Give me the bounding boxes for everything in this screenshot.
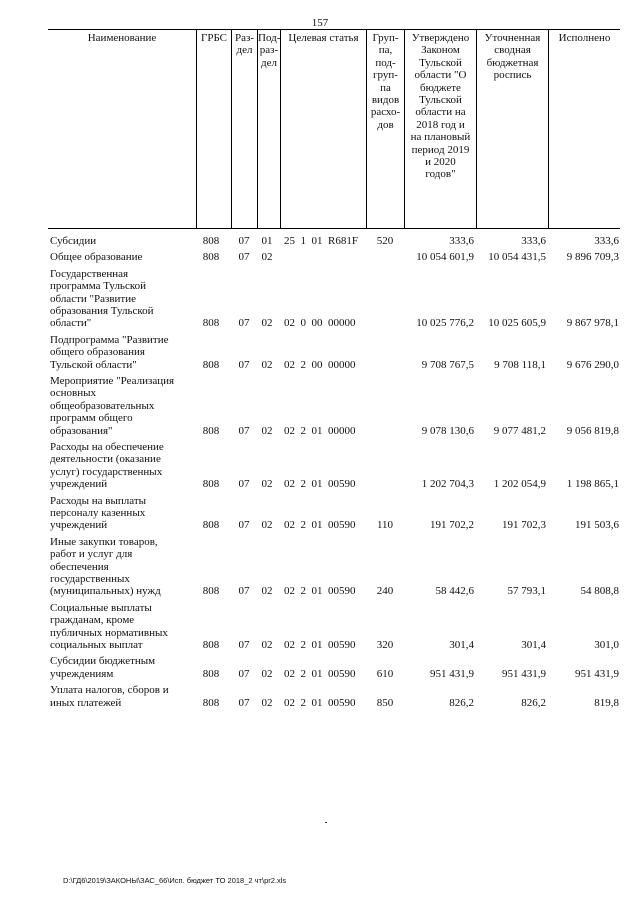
cell-podrazdel: 02 <box>261 519 273 532</box>
row-name-line: области "Развитие <box>50 292 137 305</box>
cell-executed: 9 867 978,1 <box>566 317 619 330</box>
row-name-line: Субсидии бюджетным <box>50 655 156 668</box>
row-name-line: публичных нормативных <box>50 626 168 639</box>
cell-approved: 1 202 704,3 <box>421 478 474 491</box>
row-name-line: общего образования <box>50 346 145 359</box>
row-name <box>50 251 198 263</box>
row-name-line: Мероприятие "Реализация <box>50 374 175 387</box>
cell-approved: 301,4 <box>449 638 474 651</box>
header-line: роспись <box>493 69 532 82</box>
cell-grbs: 808 <box>202 424 220 437</box>
header-line: и 2020 <box>425 156 456 169</box>
header-line: под- <box>375 56 396 69</box>
row-name-line: гражданам, кроме <box>50 614 135 627</box>
cell-target: 02 2 01 00590 <box>284 478 356 491</box>
header-line: груп- <box>373 69 398 82</box>
cell-approved: 333,6 <box>449 235 474 247</box>
row-name-line: Иные закупки товаров, <box>50 535 158 548</box>
table-row <box>48 334 620 371</box>
row-name-line: Социальные выплаты <box>50 601 152 614</box>
header-line: на плановый <box>410 131 471 144</box>
cell-refined: 9 708 118,1 <box>494 358 546 371</box>
cell-razdel: 07 <box>238 667 250 680</box>
row-name-line: Подпрограмма "Развитие <box>50 333 169 346</box>
cell-podrazdel: 01 <box>261 235 273 247</box>
header-line: годов" <box>425 168 456 181</box>
header-grbs <box>197 32 231 44</box>
cell-approved: 9 708 767,5 <box>421 358 474 371</box>
row-name-line: учреждений <box>50 478 108 491</box>
cell-refined: 951 431,9 <box>502 667 546 680</box>
row-name-line: обеспечения <box>50 560 109 573</box>
cell-target: 02 0 00 00000 <box>284 317 356 330</box>
header-line: сводная <box>494 44 531 57</box>
table-row <box>48 495 620 532</box>
cell-grbs: 808 <box>202 478 220 491</box>
cell-razdel: 07 <box>238 317 250 330</box>
cell-podrazdel: 02 <box>261 358 273 371</box>
cell-executed: 1 198 865,1 <box>566 478 619 491</box>
header-line: области на <box>415 106 466 119</box>
stray-mark <box>325 822 327 823</box>
cell-target: 25 1 01 R681F <box>284 235 358 247</box>
header-line: Целевая статья <box>288 32 359 44</box>
cell-executed: 191 503,6 <box>575 519 619 532</box>
cell-refined: 57 793,1 <box>507 585 546 598</box>
cell-podrazdel: 02 <box>261 424 273 437</box>
row-name <box>50 655 198 680</box>
cell-grbs: 808 <box>202 519 220 532</box>
table-row <box>48 375 620 437</box>
row-name <box>50 602 198 652</box>
table-row <box>48 441 620 491</box>
cell-grbs: 808 <box>202 696 220 709</box>
header-line: раз- <box>259 44 279 57</box>
cell-approved: 58 442,6 <box>435 585 474 598</box>
cell-refined: 301,4 <box>521 638 546 651</box>
table-row <box>48 251 620 263</box>
header-line: Груп- <box>372 32 399 44</box>
row-name-line: (муниципальных) нужд <box>50 585 161 598</box>
header-line: Наименование <box>87 32 157 44</box>
cell-refined: 9 077 481,2 <box>493 424 546 437</box>
table-row <box>48 602 620 652</box>
header-line: видов <box>371 94 400 107</box>
row-name-line: государственных <box>50 572 130 585</box>
cell-target: 02 2 01 00590 <box>284 638 356 651</box>
cell-podrazdel: 02 <box>261 317 273 330</box>
header-vid <box>367 32 404 131</box>
header-line: па <box>380 81 391 94</box>
row-name <box>50 235 198 247</box>
cell-executed: 9 896 709,3 <box>566 251 619 264</box>
cell-vid: 110 <box>376 519 394 532</box>
header-line: Утверждено <box>411 32 470 44</box>
cell-approved: 9 078 130,6 <box>421 424 474 437</box>
cell-approved: 10 054 601,9 <box>416 251 474 264</box>
table-row <box>48 684 620 709</box>
footer-file-path: D:\ГД6\2019\ЗАКОНЫ\ЗАС_66\Исп. бюджет ТО 2018_2 чт\pr2.xls <box>63 876 287 885</box>
cell-executed: 333,6 <box>594 235 619 247</box>
header-razdel <box>232 32 257 57</box>
header-line: ГРБС <box>200 32 228 44</box>
row-name <box>50 684 198 709</box>
row-name-line: области" <box>50 317 92 330</box>
row-name-line: социальных выплат <box>50 638 143 651</box>
header-line: бюджетная <box>486 56 539 69</box>
row-name-line: работ и услуг для <box>50 548 133 561</box>
cell-executed: 9 676 290,0 <box>566 358 619 371</box>
cell-target: 02 2 01 00590 <box>284 519 356 532</box>
row-name-line: образования Тульской <box>50 305 154 317</box>
header-line: 2018 год и <box>416 118 465 131</box>
cell-grbs: 808 <box>202 638 220 651</box>
cell-executed: 819,8 <box>594 696 619 709</box>
row-name <box>50 268 198 330</box>
row-name-line: Общее образование <box>50 251 143 264</box>
cell-vid: 610 <box>376 667 394 680</box>
row-name-line: деятельности (оказание <box>50 453 161 466</box>
row-name <box>50 375 198 437</box>
cell-executed: 301,0 <box>594 638 619 651</box>
row-name-line: Расходы на выплаты <box>50 494 147 507</box>
cell-target: 02 2 01 00590 <box>284 696 356 709</box>
cell-refined: 333,6 <box>521 235 546 247</box>
row-name-line: образования" <box>50 424 113 437</box>
header-line: дов <box>377 118 394 131</box>
row-name-line: учреждений <box>50 519 108 532</box>
header-line: период 2019 <box>411 143 470 156</box>
header-approved <box>405 32 476 181</box>
header-line: Исполнено <box>558 32 611 44</box>
cell-target: 02 2 01 00000 <box>284 424 356 437</box>
cell-approved: 10 025 776,2 <box>416 317 474 330</box>
cell-podrazdel: 02 <box>261 478 273 491</box>
row-name-line: учреждениям <box>50 667 114 680</box>
row-name <box>50 334 198 371</box>
cell-executed: 951 431,9 <box>575 667 619 680</box>
cell-razdel: 07 <box>238 585 250 598</box>
header-line: Раз- <box>234 32 254 44</box>
row-name <box>50 441 198 491</box>
cell-approved: 951 431,9 <box>430 667 474 680</box>
table-header <box>48 29 620 229</box>
header-line: области "О <box>414 69 467 82</box>
cell-grbs: 808 <box>202 585 220 598</box>
cell-razdel: 07 <box>238 424 250 437</box>
header-line: дел <box>261 56 277 69</box>
header-name <box>48 32 196 44</box>
header-refined <box>477 32 548 82</box>
header-line: расхо- <box>370 106 401 119</box>
cell-grbs: 808 <box>202 235 220 247</box>
cell-razdel: 07 <box>238 519 250 532</box>
cell-refined: 826,2 <box>521 696 546 709</box>
cell-approved: 826,2 <box>449 696 474 709</box>
header-line: Тульской <box>419 94 462 107</box>
row-name-line: Уплата налогов, сборов и <box>50 684 169 697</box>
cell-refined: 1 202 054,9 <box>493 478 546 491</box>
header-line: дел <box>236 44 253 57</box>
header-line: бюджете <box>420 81 461 94</box>
header-line: Под- <box>258 32 281 44</box>
row-name <box>50 536 198 598</box>
cell-vid: 520 <box>376 235 394 247</box>
cell-executed: 54 808,8 <box>580 585 619 598</box>
row-name-line: программа Тульской <box>50 280 147 293</box>
cell-razdel: 07 <box>238 235 250 247</box>
row-name-line: Государственная <box>50 267 129 280</box>
cell-podrazdel: 02 <box>261 585 273 598</box>
cell-grbs: 808 <box>202 358 220 371</box>
row-name-line: Тульской области" <box>50 358 137 371</box>
cell-executed: 9 056 819,8 <box>566 424 619 437</box>
cell-podrazdel: 02 <box>261 667 273 680</box>
cell-target: 02 2 01 00590 <box>284 585 356 598</box>
table-row <box>48 235 620 247</box>
cell-razdel: 07 <box>238 358 250 371</box>
table-row <box>48 655 620 680</box>
cell-razdel: 07 <box>238 478 250 491</box>
cell-podrazdel: 02 <box>261 251 273 264</box>
table-row <box>48 536 620 598</box>
header-podrazdel <box>258 32 280 69</box>
row-name-line: общеобразовательных <box>50 399 155 412</box>
row-name-line: основных <box>50 387 97 400</box>
header-line: Тульской <box>419 56 462 69</box>
cell-grbs: 808 <box>202 251 220 264</box>
cell-podrazdel: 02 <box>261 696 273 709</box>
cell-vid: 320 <box>376 638 394 651</box>
cell-vid: 850 <box>376 696 394 709</box>
row-name-line: программ общего <box>50 412 133 425</box>
header-executed <box>549 32 620 44</box>
cell-approved: 191 702,2 <box>430 519 474 532</box>
cell-target: 02 2 01 00590 <box>284 667 356 680</box>
cell-razdel: 07 <box>238 696 250 709</box>
row-name-line: услуг) государственных <box>50 465 163 478</box>
row-name <box>50 495 198 532</box>
header-line: Уточненная <box>484 32 541 44</box>
header-target <box>281 32 366 44</box>
cell-target: 02 2 00 00000 <box>284 358 356 371</box>
cell-grbs: 808 <box>202 667 220 680</box>
cell-refined: 10 054 431,5 <box>488 251 546 264</box>
cell-vid: 240 <box>376 585 394 598</box>
cell-razdel: 07 <box>238 251 250 264</box>
header-line: па, <box>378 44 393 57</box>
table-row <box>48 268 620 330</box>
cell-razdel: 07 <box>238 638 250 651</box>
cell-refined: 10 025 605,9 <box>488 317 546 330</box>
row-name-line: Субсидии <box>50 235 97 247</box>
cell-podrazdel: 02 <box>261 638 273 651</box>
cell-grbs: 808 <box>202 317 220 330</box>
header-line: Законом <box>421 44 460 57</box>
cell-refined: 191 702,3 <box>502 519 546 532</box>
page-number: 157 <box>311 17 329 29</box>
row-name-line: Расходы на обеспечение <box>50 440 164 453</box>
table-body <box>48 229 620 709</box>
row-name-line: персоналу казенных <box>50 506 146 519</box>
row-name-line: иных платежей <box>50 696 122 709</box>
